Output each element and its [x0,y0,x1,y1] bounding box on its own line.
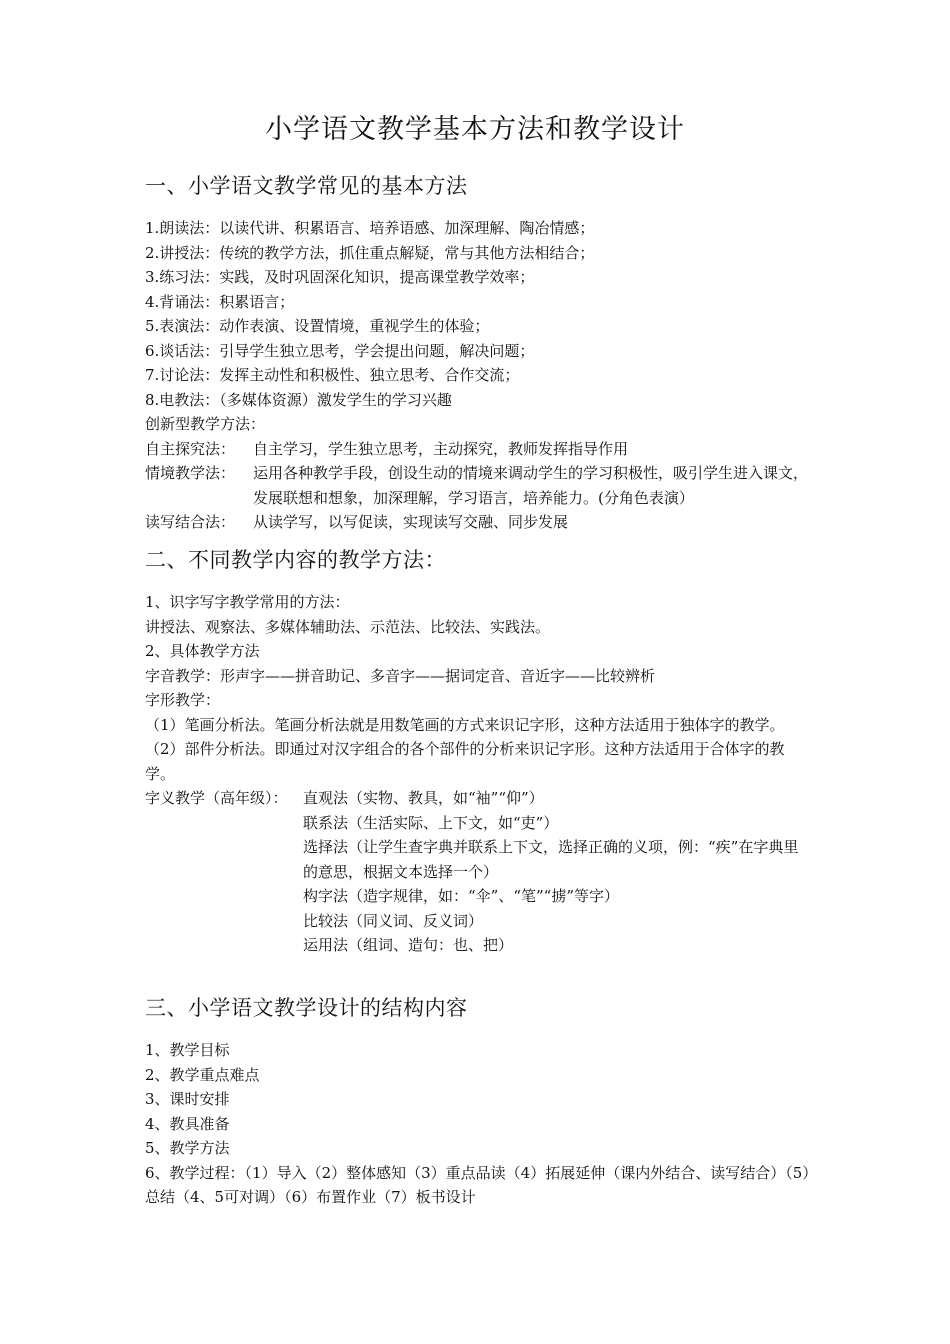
method-item: 4.背诵法：积累语言； [145,292,295,311]
innovative-item [145,461,810,510]
section-3-body [145,1038,810,1210]
design-item: 5、教学方法 [145,1139,230,1157]
meaning-item: 运用法（组词、造句：也、把） [303,936,514,954]
innovative-item [145,437,810,462]
meaning-label: 字义教学（高年级）： [145,789,288,807]
method-item: 7.讨论法：发挥主动性和积极性、独立思考、合作交流； [145,366,520,384]
innovative-term: 情境教学法： [145,464,236,482]
method-item: 3.练习法：实践，及时巩固深化知识，提高课堂教学效率； [145,268,535,286]
section-3-heading: 三、小学语文教学设计的结构内容 [145,996,468,1020]
paragraph: 1、识字写字教学常用的方法： [145,593,350,611]
meaning-item: 构字法（造字规律，如：“伞”、“笔”“掳”等字） [303,887,620,905]
design-item: 3、课时安排 [145,1090,230,1108]
paragraph: 讲授法、观察法、多媒体辅助法、示范法、比较法、实践法。 [145,617,551,636]
paragraph: 字音教学：形声字——拼音助记、多音字——据词定音、音近字——比较辨析 [145,666,656,685]
paragraph: （1）笔画分析法。笔画分析法就是用数笔画的方式来识记字形，这种方法适用于独体字的教学。 [145,715,785,734]
method-item: 5.表演法：动作表演、设置情境，重视学生的体验； [145,317,490,335]
section-2-heading: 二、不同教学内容的教学方法： [145,548,446,572]
innovative-item [145,510,810,535]
paragraph: （2）部件分析法。即通过对汉字组合的各个部件的分析来识记字形。这种方法适用于合体字的教学。 [145,740,785,783]
innovative-desc: 自主学习，学生独立思考，主动探究，教师发挥指导作用 [253,439,629,458]
innovative-desc: 运用各种教学手段，创设生动的情境来调动学生的学习积极性，吸引学生进入课文，发展联想和想象，加深理解，学习语言，培养能力。(分角色表演） [253,464,809,507]
design-item: 6、教学过程：（1）导入（2）整体感知（3）重点品读（4）拓展延伸（课内外结合、读写结合）（5）总结（4、5可对调）（6）布置作业（7）板书设计 [145,1163,810,1206]
section-2-body [145,590,810,958]
method-item: 6.谈话法：引导学生独立思考，学会提出问题，解决问题； [145,341,535,360]
paragraph: 2、具体教学方法 [145,642,260,660]
meaning-teaching [145,786,810,958]
method-item: 2.讲授法：传统的教学方法，抓住重点解疑，常与其他方法相结合； [145,243,595,262]
design-item: 4、教具准备 [145,1114,230,1133]
section-1-heading: 一、小学语文教学常见的基本方法 [145,174,468,198]
design-item: 1、教学目标 [145,1041,230,1059]
meaning-item: 比较法（同义词、反义词） [303,911,484,930]
innovative-desc: 从读学写，以写促读，实现读写交融、同步发展 [253,513,569,531]
method-item: 1.朗读法：以读代讲、积累语言、培养语感、加深理解、陶冶情感； [145,219,595,237]
innovative-heading: 创新型教学方法： [145,415,266,433]
method-item: 8.电教法：（多媒体资源）激发学生的学习兴趣 [145,390,452,409]
design-item: 2、教学重点难点 [145,1065,260,1084]
meaning-item: 直观法（实物、教具，如“袖”“仰”） [303,789,544,807]
innovative-term: 读写结合法： [145,513,236,531]
meaning-list [303,786,810,958]
innovative-term: 自主探究法： [145,439,236,458]
document-title: 小学语文教学基本方法和教学设计 [265,114,685,145]
paragraph: 字形教学： [145,691,221,709]
meaning-item: 联系法（生活实际、上下文，如“吏”） [303,813,559,832]
meaning-item: 选择法（让学生查字典并联系上下文，选择正确的义项，例：“疾”在字典里的意思，根据文本选择一个） [303,838,799,881]
section-1-body [145,216,810,535]
